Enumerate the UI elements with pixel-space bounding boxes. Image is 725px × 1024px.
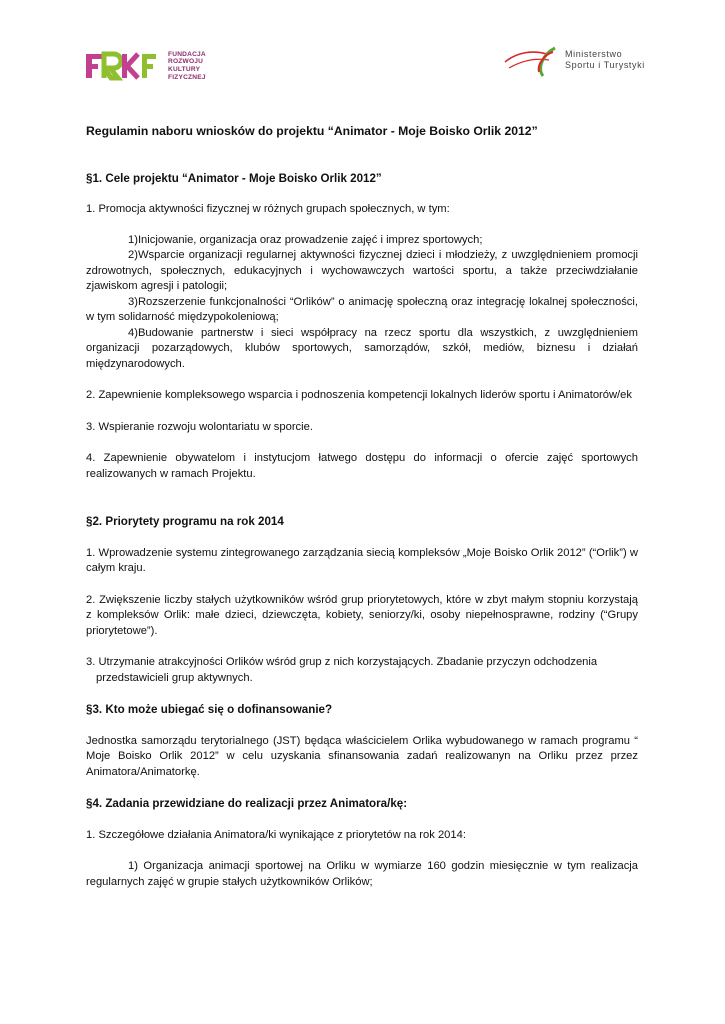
section-2-item-3-continued: przedstawicieli grup aktywnych. xyxy=(96,671,253,684)
section-1-item-1: 1. Promocja aktywności fizycznej w różnych grupach społecznych, w tym: xyxy=(86,203,450,215)
section-1-item-2: 2. Zapewnienie kompleksowego wsparcia i podnoszenia kompetencji lokalnych liderów sportu i Animatorów/ek xyxy=(86,389,632,401)
section-3-body: Jednostka samorządu terytorialnego (JST) będąca właścicielem Orlika wybudowanego w ramach programu “ Moje Boisko Orlik 2012” w celu uzyskania sfinansowania zadań realizowanyn na Orliku przez przez Animatora/Animatorkę. xyxy=(86,734,638,778)
section-4-sub-1: 1) Organizacja animacji sportowej na Orliku w wymiarze 160 godzin miesięcznie w tym realizacja regularnych zajęć w grupie stałych użytkowników Orlików; xyxy=(86,860,638,888)
ministry-swoosh-icon xyxy=(503,42,559,78)
document-body xyxy=(86,124,638,890)
section-4-item-1: 1. Szczegółowe działania Animatora/ki wynikające z priorytetów na rok 2014: xyxy=(86,828,466,841)
frkf-line-3: KULTURY xyxy=(168,66,201,73)
frkf-line-1: FUNDACJA xyxy=(168,50,206,58)
section-1-sub-4: 4)Budowanie partnerstw i sieci współpracy na rzecz sportu dla wszystkich, z uwzględnieniem organizacji pozarządowych, klubów sportowych, samorządów, szkół, mediów, biznesu i działań międzynarodowych. xyxy=(86,326,638,370)
section-3-heading: §3. Kto może ubiegać się o dofinansowanie? xyxy=(86,703,333,716)
ministry-line-1: Ministerstwo xyxy=(565,49,623,59)
frkf-line-4: FIZYCZNEJ xyxy=(168,73,206,81)
section-1-item-3: 3. Wspieranie rozwoju wolontariatu w sporcie. xyxy=(86,420,313,433)
document-title: Regulamin naboru wniosków do projektu “Animator - Moje Boisko Orlik 2012” xyxy=(86,124,538,138)
frkf-logo-icon xyxy=(84,48,164,84)
ministry-line-2: Sportu i Turystyki xyxy=(565,60,645,70)
section-1-item-4: 4. Zapewnienie obywatelom i instytucjom łatwego dostępu do informacji o ofercie zajęć sportowych realizowanych w ramach Projektu. xyxy=(86,452,638,480)
section-2-item-2: 2. Zwiększenie liczby stałych użytkowników wśród grup priorytetowych, które w zbyt małym stopniu korzystają z kompleksów Orlik: małe dzieci, dziewczęta, kobiety, seniorzy/ki, osoby niepełnosprawne, rodziny (“Grupy priorytetowe”). xyxy=(86,593,638,637)
section-2-item-1: 1. Wprowadzenie systemu zintegrowanego zarządzania siecią kompleksów „Moje Boisko Orlik 2012” (“Orlik”) w całym kraju. xyxy=(86,546,638,574)
frkf-logo xyxy=(84,46,206,86)
section-2-item-3: 3. Utrzymanie atrakcyjności Orlików wśród grup z nich korzystających. Zbadanie przyczyn odchodzenia xyxy=(86,656,598,668)
ministry-logo xyxy=(503,42,645,78)
section-4-heading: §4. Zadania przewidziane do realizacji przez Animatora/kę: xyxy=(86,797,408,810)
section-1-sub-3: 3)Rozszerzenie funkcjonalności “Orlików” o animację społeczną oraz integrację lokalnej społeczności, w tym solidarność międzypokoleniową; xyxy=(86,295,638,323)
section-2-heading: §2. Priorytety programu na rok 2014 xyxy=(86,515,284,528)
section-1-sub-2: 2)Wsparcie organizacji regularnej aktywności fizycznej dzieci i młodzieży, z uwzględnieniem promocji zdrowotnych, społecznych, edukacyjnych i wychowawczych wartości sportu, a także przeciwdziałanie zjawiskom agresji i patologii; xyxy=(86,249,638,292)
section-1-heading: §1. Cele projektu “Animator - Moje Boisko Orlik 2012” xyxy=(86,171,382,185)
frkf-line-2: ROZWOJU xyxy=(168,58,204,66)
section-1-sub-1: 1)Inicjowanie, organizacja oraz prowadzenie zajęć i imprez sportowych; xyxy=(128,233,483,246)
